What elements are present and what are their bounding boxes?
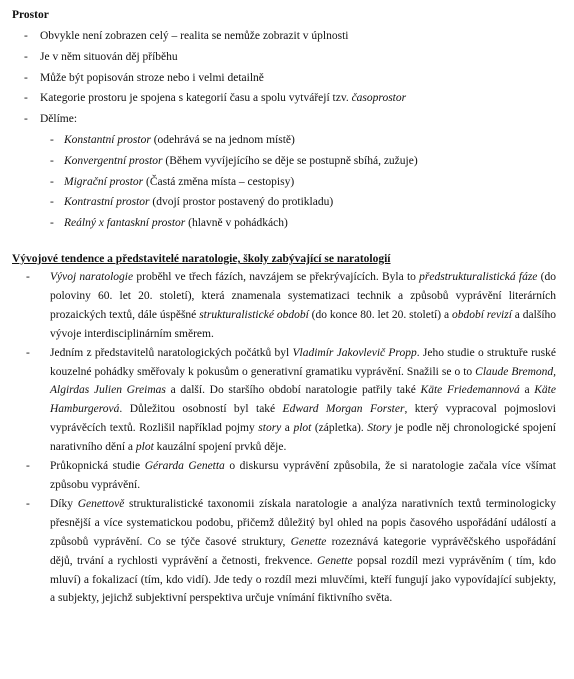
text-run: , který vypracoval pojmoslovi vyprávěcích textů. Rozlišil například pojmy — [50, 403, 556, 435]
subtype-name: Migrační prostor — [64, 175, 144, 188]
italic-term: plot — [135, 441, 154, 454]
text-run: rozeznává kategorie vyprávěčského uspořádání dějů, trvání a rychlosti vyprávění a četnosti, frekvence. — [50, 535, 556, 567]
italic-term: plot — [293, 422, 312, 435]
subtype-desc: (hlavně v pohádkách) — [185, 217, 288, 230]
sublist-item — [12, 172, 564, 193]
section-title-prostor: Prostor — [12, 9, 49, 21]
subtype-name: Konvergentní prostor — [64, 154, 163, 167]
list-item: - Je v něm situován děj příběhu — [12, 47, 564, 68]
naratologie-list — [12, 268, 564, 608]
prostor-list — [12, 26, 564, 234]
italic-term: předstrukturalistická fáze — [419, 271, 538, 283]
subtype-name: Konstantní prostor — [64, 133, 151, 146]
italic-term: Edward Morgan Forster — [282, 403, 405, 416]
paragraph-item — [12, 457, 564, 495]
subtype-desc: (Během vyvíjejícího se děje se postupně sbíhá, zužuje) — [162, 154, 418, 167]
text-run: . Důležitou osobností byl také — [119, 403, 283, 416]
text-run: kauzální spojení prvků děje. — [153, 441, 287, 454]
text-run: a — [281, 422, 294, 435]
text-run: je podle něj chronologické spojení narativního dění a — [50, 422, 557, 454]
italic-term: Vývoj naratologie — [50, 271, 134, 283]
text-run: a další. Do staršího období naratologie patřily také — [165, 384, 421, 397]
term-casoprostor: časoprostor — [351, 92, 407, 105]
text-run: proběhl ve třech fázích, navzájem se překrývajících. Byla to — [133, 271, 420, 283]
section-prostor — [12, 6, 564, 250]
subtype-desc: (dvojí prostor postavený do protikladu) — [149, 196, 334, 209]
text-run: o diskursu vyprávění způsobila, že si naratologie začala více všímat způsobu vyprávění. — [50, 460, 556, 491]
italic-term: Käte Friedemannová — [420, 384, 520, 397]
text-run: (do poloviny 60. let 20. století), která znamenala systematizaci technik a způsobů vyprávění literárních prozaických textů, dále úspěšné — [50, 271, 556, 321]
list-item — [12, 88, 564, 109]
prostor-subtypes-list — [40, 130, 564, 234]
text-run: a — [519, 384, 535, 397]
paragraph-item — [12, 268, 564, 344]
text-run: Jedním z představitelů naratologických počátků byl — [50, 346, 293, 359]
list-item-delime — [12, 109, 564, 234]
italic-term: Story — [367, 422, 392, 435]
italic-term: Claude Bremond, Algirdas Julien Greimas — [50, 365, 557, 397]
italic-term: Vladimír Jakovlevič Propp — [292, 346, 417, 359]
list-item: - Obvykle není zobrazen celý – realita se nemůže zobrazit v úplnosti — [12, 26, 564, 47]
italic-term: Genette — [316, 554, 353, 567]
italic-term: období revizí — [451, 308, 512, 321]
section-title-naratologie: Vývojové tendence a představitelé naratologie, školy zabývající se naratologií — [12, 253, 391, 265]
list-item: - Může být popisován stroze nebo i velmi detailně — [12, 68, 564, 89]
subtype-name: Reálný x fantaskní prostor — [64, 217, 186, 230]
subtype-desc: (Častá změna místa – cestopisy) — [143, 175, 295, 188]
text-run: (zápletka). — [311, 422, 368, 435]
sublist-item — [12, 192, 564, 213]
text-run: (do konce 80. let 20. století) a — [308, 308, 452, 321]
italic-term: Genettově — [77, 497, 125, 510]
paragraph-item — [12, 495, 564, 608]
list-item-text: Kategorie prostoru je spojena s kategorií času a spolu vytvářejí tzv. — [40, 92, 352, 105]
text-run: popsal rozdíl mezi vyprávěním ( tím, kdo mluví) a fokalizací (tím, kdo vidí). Jde tedy o rozdíl mezi mluvčími, kteří fungují jako vypovídající subjekty, a subjekty, jejichž subjektivní perspektiva určuje vnímání fiktivního světa. — [50, 554, 556, 605]
text-run: a dalšího vývoje interdisciplinárním směrem. — [50, 308, 557, 340]
section-naratologie — [12, 250, 564, 608]
text-run: Průkopnická studie — [50, 460, 145, 473]
subtype-desc: (odehrává se na jednom místě) — [150, 133, 295, 146]
sublist-item — [12, 130, 564, 151]
italic-term: Käte Hamburgerová — [50, 384, 556, 416]
subtype-name: Kontrastní prostor — [64, 196, 150, 209]
italic-term: strukturalistické období — [199, 308, 309, 321]
sublist-item — [12, 151, 564, 172]
italic-term: Genette — [290, 535, 327, 548]
text-run: Díky — [50, 497, 78, 510]
text-run: strukturalistické taxonomii získala naratologie a analýza narativních textů terminologicky přesnější a více systematickou podobu, přičemž důležitý byl ohled na popis časového uspořádání událostí a způsobů vyprávění. Co se týče časové struktury, — [50, 497, 557, 548]
paragraph-item — [12, 344, 564, 457]
text-run: . Jeho studie o struktuře ruské kouzelné pohádky směřovaly k pokusům o generativní gramatiku vyprávění. Snažili se o to — [50, 346, 557, 378]
list-item-text: Dělíme: — [40, 113, 78, 126]
italic-term: Gérarda Genetta — [144, 460, 225, 473]
italic-term: story — [258, 422, 282, 435]
sublist-item — [12, 213, 564, 234]
